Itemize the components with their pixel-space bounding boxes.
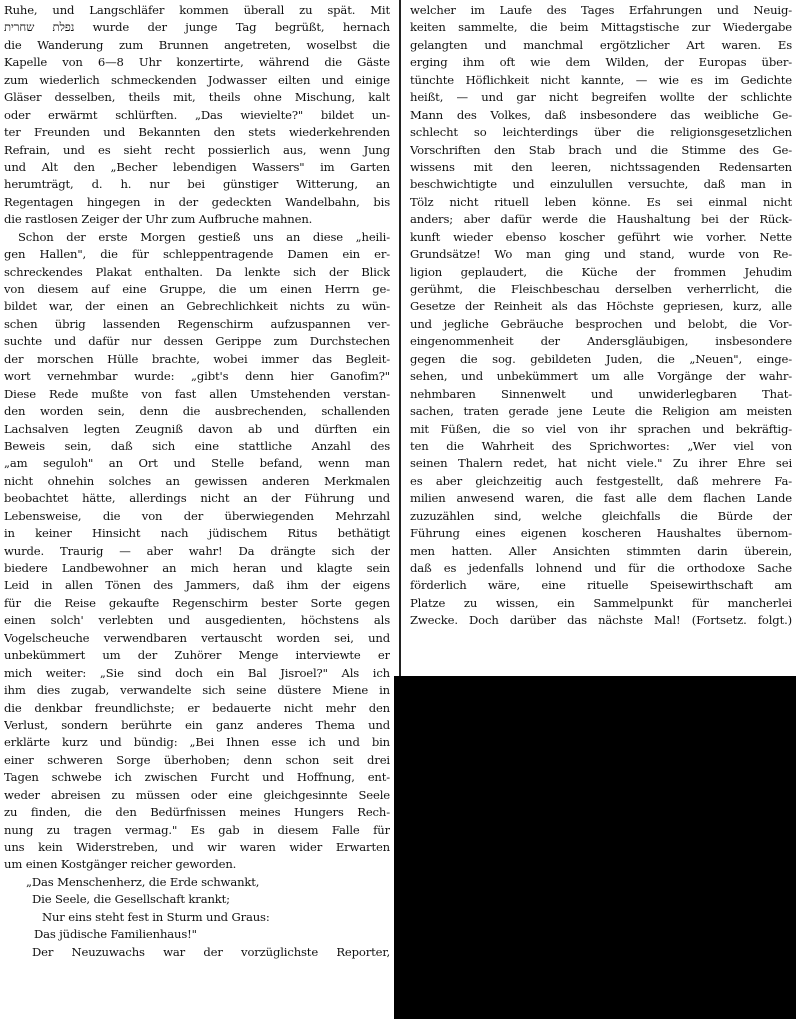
text-line: Verlust, sondern berührte ein ganz anderes Thema und [4, 717, 390, 732]
text-line: es aber gleichzeitig auch festgestellt, daß mehrere Fa- [410, 473, 792, 488]
text-line: uns kein Widerstreben, und wir waren wider Erwarten [4, 840, 390, 854]
text-line: schreckendes Plakat enthalten. Da lenkte sich der Blick [4, 264, 390, 279]
poem-line: Nur eins steht fest in Sturm und Graus: [42, 909, 270, 924]
text-line: die rastlosen Zeiger der Uhr zum Aufbruche mahnen. [4, 212, 313, 227]
text-line: für die Reise gekaufte Regenschirm bester Sorte gegen [4, 595, 390, 610]
text-line: Platze zu wissen, ein Sammelpunkt für mancherlei [410, 595, 792, 610]
poem-line: „Das Menschenherz, die Erde schwankt, [26, 874, 260, 889]
text-line: um einen Kostgänger reicher geworden. [4, 857, 237, 872]
text-line: anders; aber dafür werde die Haushaltung bei der Rück- [410, 212, 792, 227]
text-line: ter Freunden und Bekannten den stets wiederkehrenden [4, 125, 390, 140]
text-line: nehmbaren Sinnenwelt und unwiderlegbaren That- [410, 386, 792, 401]
text-line: heißt, — und gar nicht begreifen wollte der schlichte [410, 90, 792, 105]
text-line: נפלת שחרית wurde der junge Tag begrüßt, hernach [4, 20, 390, 35]
text-line: Gesetze der Reinheit als das Höchste gepriesen, kurz, alle [410, 299, 792, 314]
text-line: weder abreisen zu müssen oder eine gleichgesinnte Seele [4, 787, 390, 802]
text-line: schlecht so leichterdings über die religionsgesetzlichen [410, 125, 792, 140]
text-line: sehen, und unbekümmert um alle Vorgänge der wahr- [410, 369, 792, 384]
text-line: gerühmt, die Fleischbeschau derselben verherrlicht, die [410, 282, 792, 296]
text-line: eingenommenheit der Andersgläubigen, insbesondere [410, 334, 792, 349]
text-line: schen übrig lassenden Regenschirm aufzuspannen ver- [4, 316, 390, 331]
text-line: tünchte Höflichkeit nicht kannte, — wie es im Gedichte [410, 72, 792, 87]
text-line: zum wiederlich schmeckenden Jodwasser eilten und einige [4, 72, 390, 87]
text-line: Grundsätze! Wo man ging und stand, wurde von Re- [410, 247, 792, 262]
text-line: Lachsalven legten Zeugniß davon ab und dürften ein [4, 421, 390, 436]
text-line: kunft wieder ebenso koscher geführt wie vorher. Nette [410, 229, 792, 244]
text-line: nicht ohnehin solches an gewissen anderen Merkmalen [4, 473, 390, 488]
text-line: biedere Landbewohner an mich heran und klagte sein [4, 561, 390, 575]
text-line: von diesem auf eine Gruppe, die um einen Herrn ge- [4, 282, 390, 296]
text-line: unbekümmert um der Zuhörer Menge interviewte er [4, 648, 390, 663]
text-line: oder erwärmt schlürften. „Das wievielte?" bildet un- [4, 107, 390, 122]
text-line: herumträgt, d. h. nur bei günstiger Witterung, an [4, 177, 390, 192]
text-line: Gläser desselben, theils mit, theils ohne Mischung, kalt [4, 90, 390, 105]
paragraph-start-line: Schon der erste Morgen gestieß uns an diese „heili- [18, 229, 390, 244]
text-line: ihm dies zugab, verwandelte sich seine düstere Miene in [4, 683, 390, 698]
text-line: Tagen schwebe ich zwischen Furcht und Hoffnung, ent- [4, 770, 390, 785]
text-line: förderlich wäre, eine rituelle Speisewirthschaft am [410, 578, 792, 593]
text-line: wissens mit den leeren, nichtssagenden Redensarten [410, 159, 792, 174]
text-line: beschwichtigte und einzulullen versuchte, daß man in [410, 177, 792, 192]
text-line: Mann des Volkes, daß insbesondere das weibliche Ge- [410, 107, 792, 122]
poem-line: Die Seele, die Gesellschaft krankt; [32, 892, 230, 907]
text-line: Vogelscheuche verwendbaren vertauscht worden sei, und [4, 630, 390, 645]
text-line: Kapelle von 6—8 Uhr konzertirte, während die Gäste [4, 55, 390, 70]
text-line: in keiner Hinsicht nach jüdischem Ritus bethätigt [4, 526, 390, 541]
text-line: den worden sein, denn die ausbrechenden, schallenden [4, 404, 390, 419]
poem-line: Das jüdische Familienhaus!" [34, 927, 197, 942]
text-line: mit Füßen, die so viel von ihr sprachen und bekräftig- [410, 421, 792, 436]
text-line: beobachtet hätte, allerdings nicht an der Führung und [4, 491, 390, 506]
text-line: welcher im Laufe des Tages Erfahrungen und Neuig- [410, 3, 792, 17]
text-line: die denkbar freundlichste; er bedauerte nicht mehr den [4, 700, 390, 715]
text-line: erklärte kurz und bündig: „Bei Ihnen esse ich und bin [4, 735, 390, 750]
text-line: Tölz nicht rituell leben könne. Es sei einmal nicht [410, 194, 792, 209]
text-line: seinen Thalern redet, hat nicht viele." Zu ihrer Ehre sei [410, 456, 792, 471]
text-line: „am seguloh" an Ort und Stelle befand, wenn man [4, 456, 390, 471]
text-line: gen Hallen", die für schleppentragende Damen ein er- [4, 247, 390, 262]
text-line: ligion geplaudert, die Küche der frommen Jehudim [410, 264, 792, 279]
text-line: einer schweren Sorge überhoben; denn schon seit drei [4, 752, 390, 767]
text-line: zuzuzählen sind, welche gleichfalls die Bürde der [410, 508, 792, 523]
text-line: Refrain, und es sieht recht possierlich aus, wenn Jung [4, 142, 390, 157]
text-line: milien anwesend waren, die fast alle dem flachen Lande [410, 491, 792, 506]
text-line: die Wanderung zum Brunnen angetreten, woselbst die [4, 37, 390, 52]
black-redaction-block [394, 676, 796, 1019]
text-line: Ruhe, und Langschläfer kommen überall zu spät. Mit [4, 3, 390, 17]
text-line: einen solch' verlebten und ausgedienten, höchstens als [4, 613, 390, 628]
text-line: Führung eines eigenen koscheren Haushaltes übernom- [410, 526, 792, 541]
text-line: gelangten und manchmal ergötzlicher Art waren. Es [410, 37, 792, 52]
text-line: und jegliche Gebräuche besprochen und belobt, die Vor- [410, 316, 792, 331]
text-line: Beweis sein, daß sich eine stattliche Anzahl des [4, 438, 390, 453]
text-line: wurde. Traurig — aber wahr! Da drängte sich der [4, 543, 390, 558]
text-line: keiten sammelte, die beim Mittagstische zur Wiedergabe [410, 20, 792, 35]
text-line: suchte und dafür nur dessen Gerippe zum Durchstechen [4, 334, 390, 349]
left-column [4, 2, 390, 961]
text-line: erging ihm oft wie dem Wilden, der Europas über- [410, 55, 792, 70]
text-line: Regentagen hingegen in der gedeckten Wandelbahn, bis [4, 194, 390, 209]
text-line: mich weiter: „Sie sind doch ein Bal Jisroel?" Als ich [4, 665, 390, 680]
text-line: zu finden, die den Bedürfnissen meines Hungers Rech- [4, 805, 390, 820]
right-column [410, 2, 792, 630]
text-line: daß es jedenfalls lohnend und für die orthodoxe Sache [410, 561, 792, 575]
text-line: Vorschriften den Stab brach und die Stimme des Ge- [410, 142, 792, 157]
text-line: wort vernehmbar wurde: „gibt's denn hier Ganofim?" [4, 369, 390, 384]
text-line: Leid in allen Tönen des Jammers, daß ihm der eigens [4, 578, 390, 593]
text-line: sachen, traten gerade jene Leute die Religion am meisten [410, 404, 792, 419]
text-line: nung zu tragen vermag." Es gab in diesem Falle für [4, 822, 390, 837]
text-line: ten die Wahrheit des Sprichwortes: „Wer viel von [410, 438, 792, 453]
text-line: Diese Rede mußte von fast allen Umstehenden verstan- [4, 386, 390, 401]
text-line: und Alt den „Becher lebendigen Wassers" im Garten [4, 159, 390, 174]
text-line: men hatten. Aller Ansichten stimmten darin überein, [410, 543, 792, 558]
text-line: gegen die sog. gebildeten Juden, die „Neuen", einge- [410, 351, 792, 366]
text-line: Lebensweise, die von der überwiegenden Mehrzahl [4, 508, 390, 523]
text-line: der morschen Hülle brachte, wobei immer das Begleit- [4, 351, 390, 366]
paragraph-start-line: Der Neuzuwachs war der vorzüglichste Reporter, [32, 944, 390, 959]
text-line: bildet war, der einen an Gebrechlichkeit nichts zu wün- [4, 299, 390, 314]
text-line: Zwecke. Doch darüber das nächste Mal! (Fortsetz. folgt.) [410, 613, 792, 628]
